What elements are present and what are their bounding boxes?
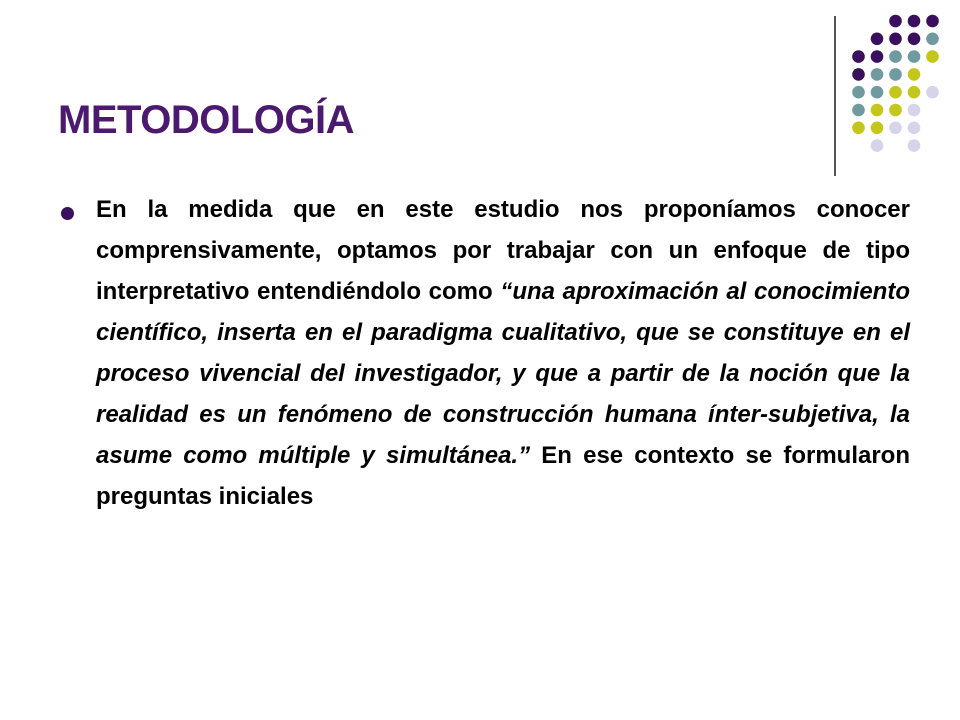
decorative-dot <box>889 104 902 117</box>
decorative-dot <box>926 33 939 46</box>
decorative-dot <box>926 50 939 63</box>
decorative-dot <box>871 139 884 152</box>
decorative-dot <box>852 50 865 63</box>
decorative-dot <box>908 104 921 117</box>
vertical-divider <box>834 16 836 176</box>
body-quote: “una aproximación al conocimiento científico, inserta en el paradigma cualitativo, que se constituye en el proceso vivencial del investigador, y que a partir de la noción que la realidad es un fenómeno de construcción humana ínter-subjetiva, la asume como múltiple y simultánea.” <box>96 278 910 469</box>
decorative-dot <box>908 15 921 28</box>
decorative-dot <box>871 104 884 117</box>
decorative-dot <box>908 139 921 152</box>
decorative-dot <box>908 68 921 81</box>
decorative-dot <box>908 33 921 46</box>
decorative-dot <box>871 50 884 63</box>
decorative-dot <box>889 68 902 81</box>
decorative-dot <box>926 15 939 28</box>
body-intro: En la medida que en este estudio nos proponíamos conocer comprensivamente, optamos por trabajar con un enfoque de tipo interpretativo entendiéndolo como <box>96 196 910 305</box>
decorative-dot <box>908 50 921 63</box>
decorative-dot <box>908 86 921 99</box>
decorative-dot <box>871 68 884 81</box>
decorative-dot <box>926 86 939 99</box>
decorative-dot <box>871 122 884 135</box>
decorative-dot <box>889 50 902 63</box>
body-paragraph <box>96 189 910 517</box>
decorative-dot <box>852 122 865 135</box>
decorative-dot <box>889 86 902 99</box>
decorative-dot <box>908 122 921 135</box>
decorative-dot <box>852 86 865 99</box>
decorative-dot <box>889 33 902 46</box>
bullet-icon <box>61 207 74 220</box>
decorative-dot <box>889 15 902 28</box>
body-outro: En ese contexto se formularon preguntas iniciales <box>96 442 911 510</box>
decorative-dot-grid <box>0 0 960 180</box>
decorative-dot <box>852 68 865 81</box>
decorative-dot <box>871 33 884 46</box>
decorative-dot <box>871 86 884 99</box>
decorative-dot <box>852 104 865 117</box>
slide-title: METODOLOGÍA <box>58 98 354 142</box>
decorative-dot <box>889 122 902 135</box>
